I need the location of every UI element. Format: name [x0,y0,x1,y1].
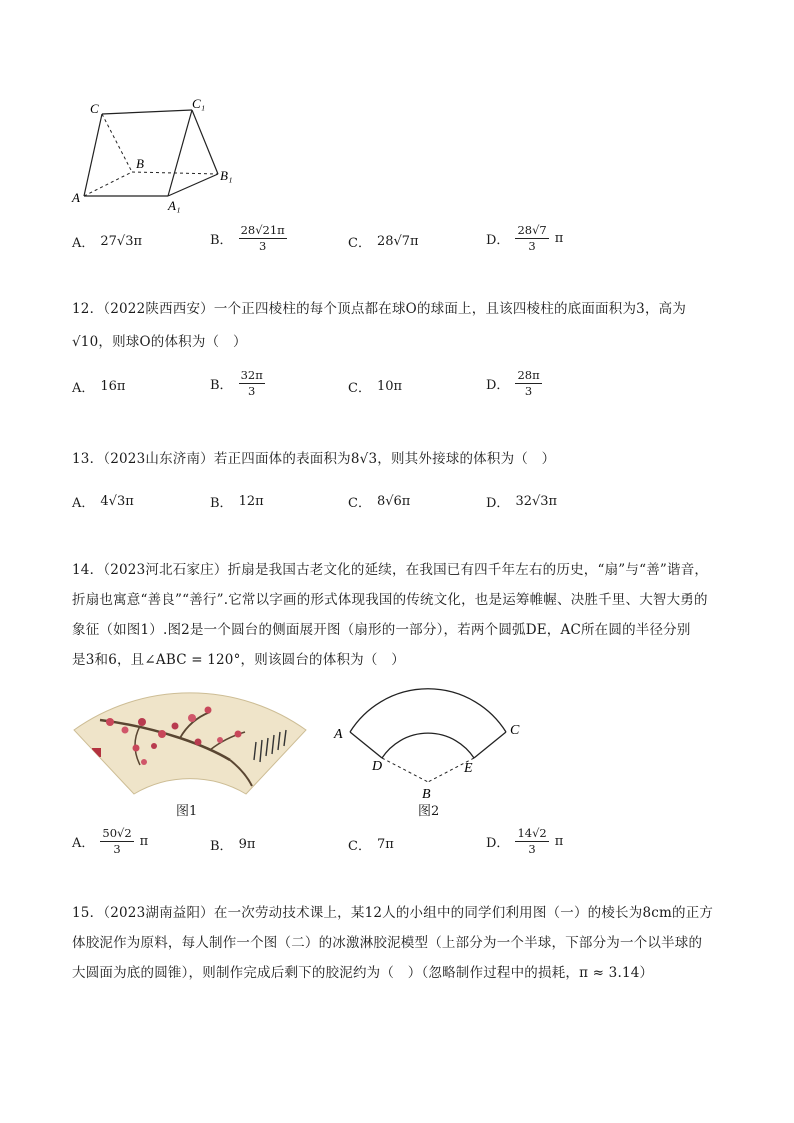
edge-C1B1 [192,110,218,174]
q11-option-c[interactable]: C． 28√7π [348,234,419,251]
q11-option-d[interactable]: D． $\frac{28√7}{3}$ π [486,223,564,253]
label-A1: A₁ [168,198,181,213]
edge-CA [84,114,102,196]
fraction: $\frac{14√2}{3}$ [517,826,547,856]
q14-stem-line4: 是3和6，且∠ABC = 120°，则该圆台的体积为（ ） [72,652,405,668]
q13-option-d[interactable]: D． 32√3π [486,494,558,511]
q12-option-b[interactable]: B． $\frac{32\pi}{3}$ [210,368,263,398]
q11-option-b[interactable]: B． $\frac{28√21\pi}{3}$ [210,223,285,253]
label-D: D [372,759,383,774]
q13-option-b[interactable]: B． 12π [210,494,264,511]
q14-option-d[interactable]: D． $\frac{14√2}{3}$ π [486,826,564,856]
q15-stem-line1: 15．（2023湖南益阳）在一次劳动技术课上，某12人的小组中的同学们利用图（一）的棱长为8cm的正方 [72,905,714,921]
q12-stem-line2: √10，则球O的体积为（ ） [72,334,247,350]
label-C: C [90,101,99,116]
label-C1: C₁ [192,96,206,111]
q13-option-a[interactable]: A． 4√3π [72,494,134,511]
q14-option-a[interactable]: A． $\frac{50√2}{3}$ π [72,826,149,856]
q14-stem-line3: 象征（如图1）.图2是一个圆台的侧面展开图（扇形的一部分），若两个圆弧DE，AC所在圆的半径分别 [72,622,691,638]
figure1-caption: 图1 [176,804,198,819]
fraction: $\frac{28√21\pi}{3}$ [240,223,285,253]
figure2-caption: 图2 [418,804,440,819]
q12-option-d[interactable]: D． $\frac{28\pi}{3}$ [486,368,540,398]
edge-AD [350,732,382,758]
q12-option-a[interactable]: A． 16π [72,379,126,396]
label-A: A [334,727,343,742]
q14-stem-line1: 14．（2023河北石家庄）折扇是我国古老文化的延续，在我国已有四千年左右的历史，“扇”与“善”谐音， [72,562,709,578]
q12-stem-line1: 12．（2022陕西西安）一个正四棱柱的每个顶点都在球O的球面上，且该四棱柱的底面面积为3，高为 [72,301,687,317]
folding-fan-image [70,690,310,798]
label-B: B [136,156,144,171]
arc-DE [382,733,474,758]
fraction: $\frac{28\pi}{3}$ [517,368,540,398]
q13-stem: 13．（2023山东济南）若正四面体的表面积为8√3，则其外接球的体积为（ ） [72,451,556,467]
q14-option-c[interactable]: C． 7π [348,837,394,854]
edge-CC1 [102,110,192,114]
q12-option-c[interactable]: C． 10π [348,379,403,396]
arc-AC [350,689,506,732]
edge-CE [474,732,506,758]
fraction: $\frac{50√2}{3}$ [102,826,132,856]
fraction: $\frac{28√7}{3}$ [517,223,547,253]
fraction: $\frac{32\pi}{3}$ [240,368,263,398]
label-C: C [510,723,520,738]
q15-stem-line2: 体胶泥作为原料，每人制作一个图（二）的冰激淋胶泥模型（上部分为一个半球，下部分为一个以半球的 [72,935,703,951]
edge-AB-hidden [84,172,132,196]
q15-stem-line3: 大圆面为底的圆锥），则制作完成后剩下的胶泥约为（ ）（忽略制作过程中的损耗，π ≈ 3.14） [72,965,654,981]
label-A: A [72,190,80,205]
edge-C1A1 [168,110,192,196]
label-B: B [422,787,431,802]
label-E: E [464,761,473,776]
q14-stem-line2: 折扇也寓意“善良”“善行”.它常以字画的形式体现我国的传统文化，也是运筹帷幄、决胜千里、大智大勇的 [72,592,708,608]
edge-CB-hidden [102,114,132,172]
edge-DB-dashed [382,758,428,782]
q13-option-c[interactable]: C． 8√6π [348,494,411,511]
sector-diagram [330,686,530,806]
q14-option-b[interactable]: B． 9π [210,837,256,854]
label-B1: B₁ [220,168,233,183]
q11-option-a[interactable]: A． 27√3π [72,234,143,251]
prism-figure [70,96,245,214]
edge-A1B1 [168,174,218,196]
